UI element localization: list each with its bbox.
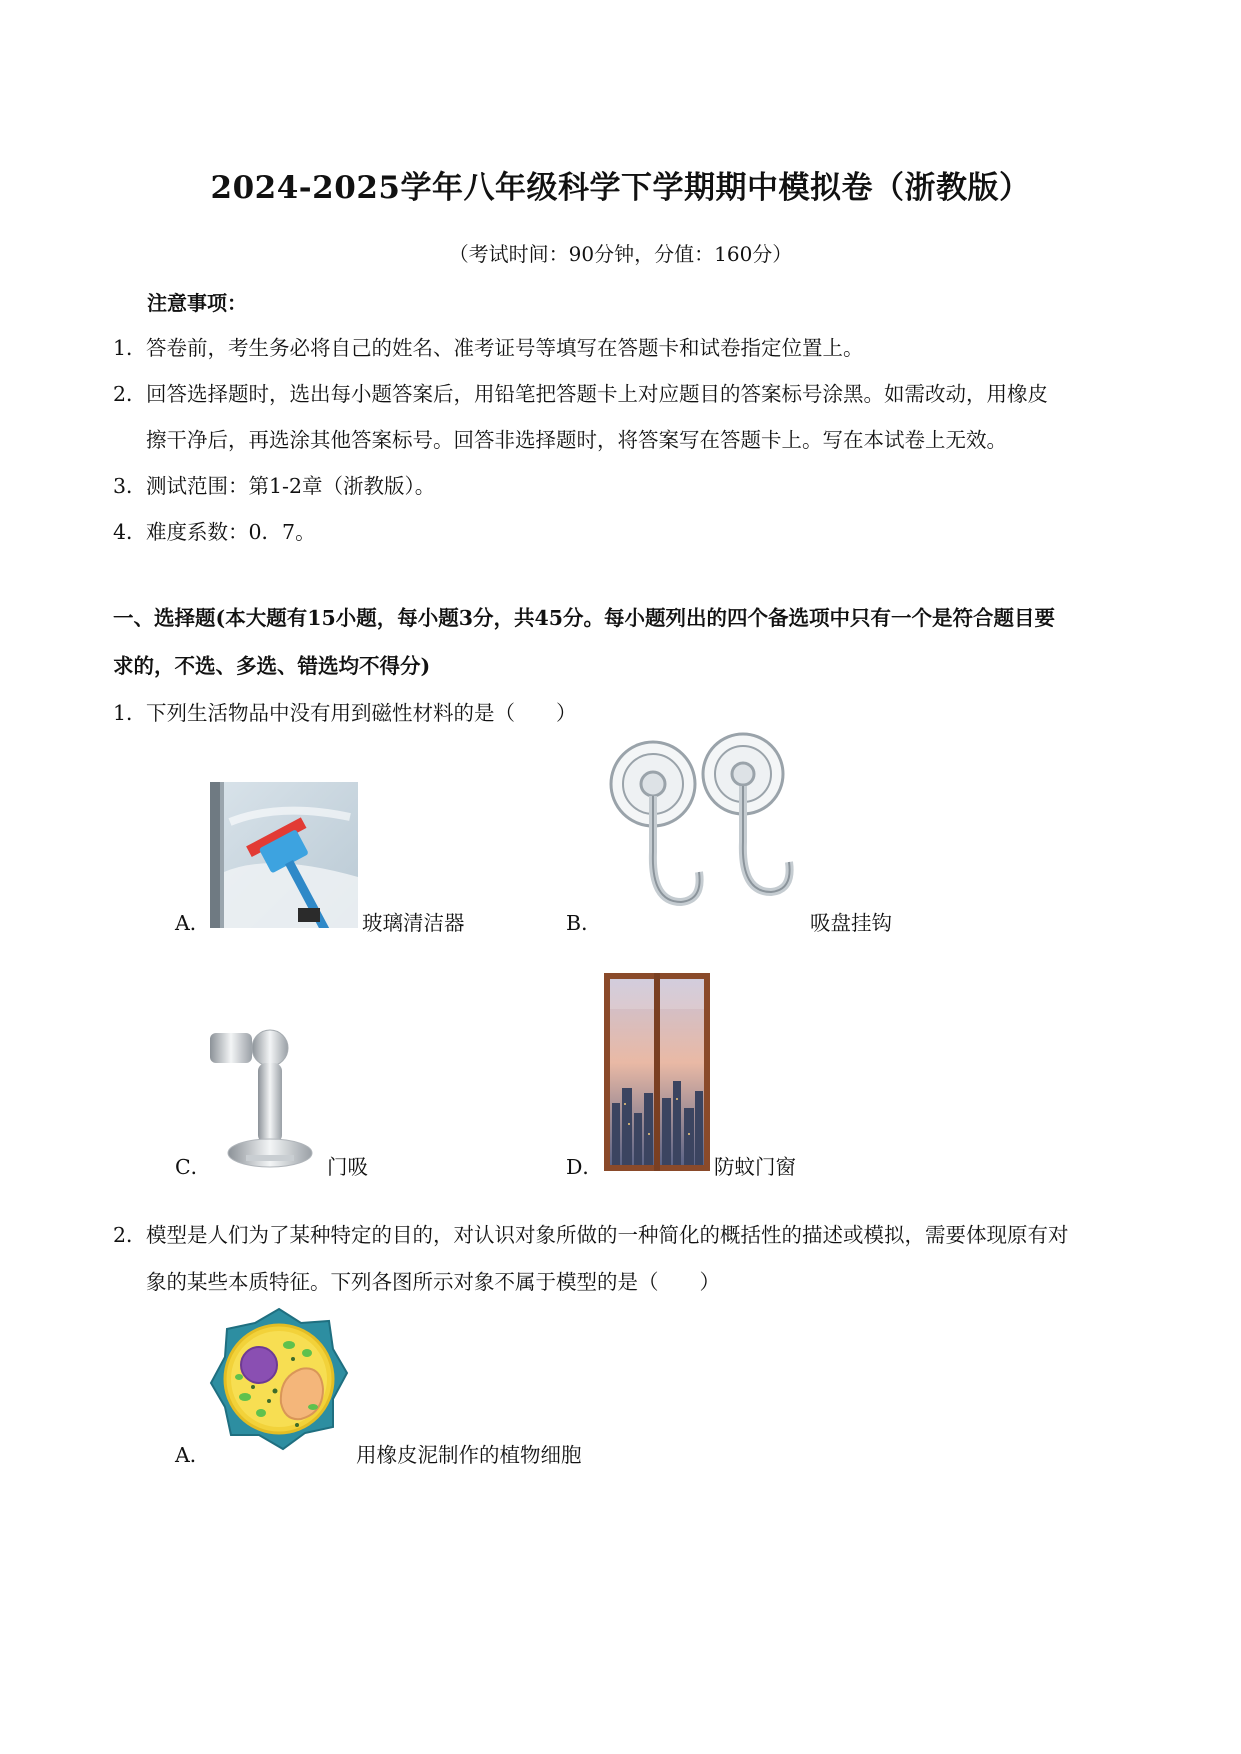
q2-number: 2．	[113, 1223, 147, 1247]
q1-option-a-text: 玻璃清洁器	[362, 911, 465, 935]
section-heading-line-1: 一、选择题(本大题有15小题，每小题3分，共45分。每小题列出的四个备选项中只有一个是符合题目要	[113, 606, 1056, 630]
q2-stem-line-1: 模型是人们为了某种特定的目的，对认识对象所做的一种简化的概括性的描述或模拟，需要体现原有对	[146, 1223, 1069, 1247]
notice-item-1-text: 答卷前，考生务必将自己的姓名、准考证号等填写在答题卡和试卷指定位置上。	[146, 336, 864, 360]
section-heading-line-2: 求的，不选、多选、错选均不得分)	[113, 654, 431, 678]
notice-item-3-num: 3．	[113, 474, 147, 498]
q1-option-c-text: 门吸	[327, 1155, 368, 1179]
q2-option-a-text: 用橡皮泥制作的植物细胞	[356, 1443, 582, 1467]
window-cleaner-photo	[210, 782, 358, 928]
notice-item-2-num: 2．	[113, 382, 147, 406]
q1-option-d-letter: D．	[566, 1155, 603, 1179]
q1-option-b-text: 吸盘挂钩	[810, 911, 892, 935]
notice-item-3-text: 测试范围：第1-2章（浙教版）。	[146, 474, 436, 498]
q2-option-a-letter: A．	[175, 1443, 211, 1467]
notice-item-2-line-2: 擦干净后，再选涂其他答案标号。回答非选择题时，将答案写在答题卡上。写在本试卷上无效。	[146, 428, 1007, 452]
notice-item-1-num: 1．	[113, 336, 147, 360]
exam-info: （考试时间：90分钟，分值：160分）	[448, 242, 793, 266]
q1-number: 1．	[113, 701, 147, 725]
notice-heading: 注意事项：	[147, 291, 247, 315]
q1-option-a-letter: A．	[175, 911, 211, 935]
notice-item-4-num: 4．	[113, 520, 147, 544]
q2-stem-line-2: 象的某些本质特征。下列各图所示对象不属于模型的是（ ）	[146, 1270, 720, 1294]
q1-stem: 下列生活物品中没有用到磁性材料的是（ ）	[146, 701, 577, 725]
screen-window-photo	[604, 973, 710, 1171]
q1-option-b-letter: B．	[566, 911, 602, 935]
clay-plant-cell-photo	[209, 1307, 349, 1451]
suction-hook-photo	[603, 732, 803, 932]
door-stopper-photo	[210, 1015, 325, 1175]
notice-item-4-text: 难度系数：0．7。	[146, 520, 316, 544]
notice-item-2-line-1: 回答选择题时，选出每小题答案后，用铅笔把答题卡上对应题目的答案标号涂黑。如需改动，用橡皮	[146, 382, 1048, 406]
q1-option-c-letter: C．	[175, 1155, 212, 1179]
q1-option-d-text: 防蚊门窗	[714, 1155, 796, 1179]
page-title: 2024-2025学年八年级科学下学期期中模拟卷（浙教版）	[210, 170, 1031, 206]
